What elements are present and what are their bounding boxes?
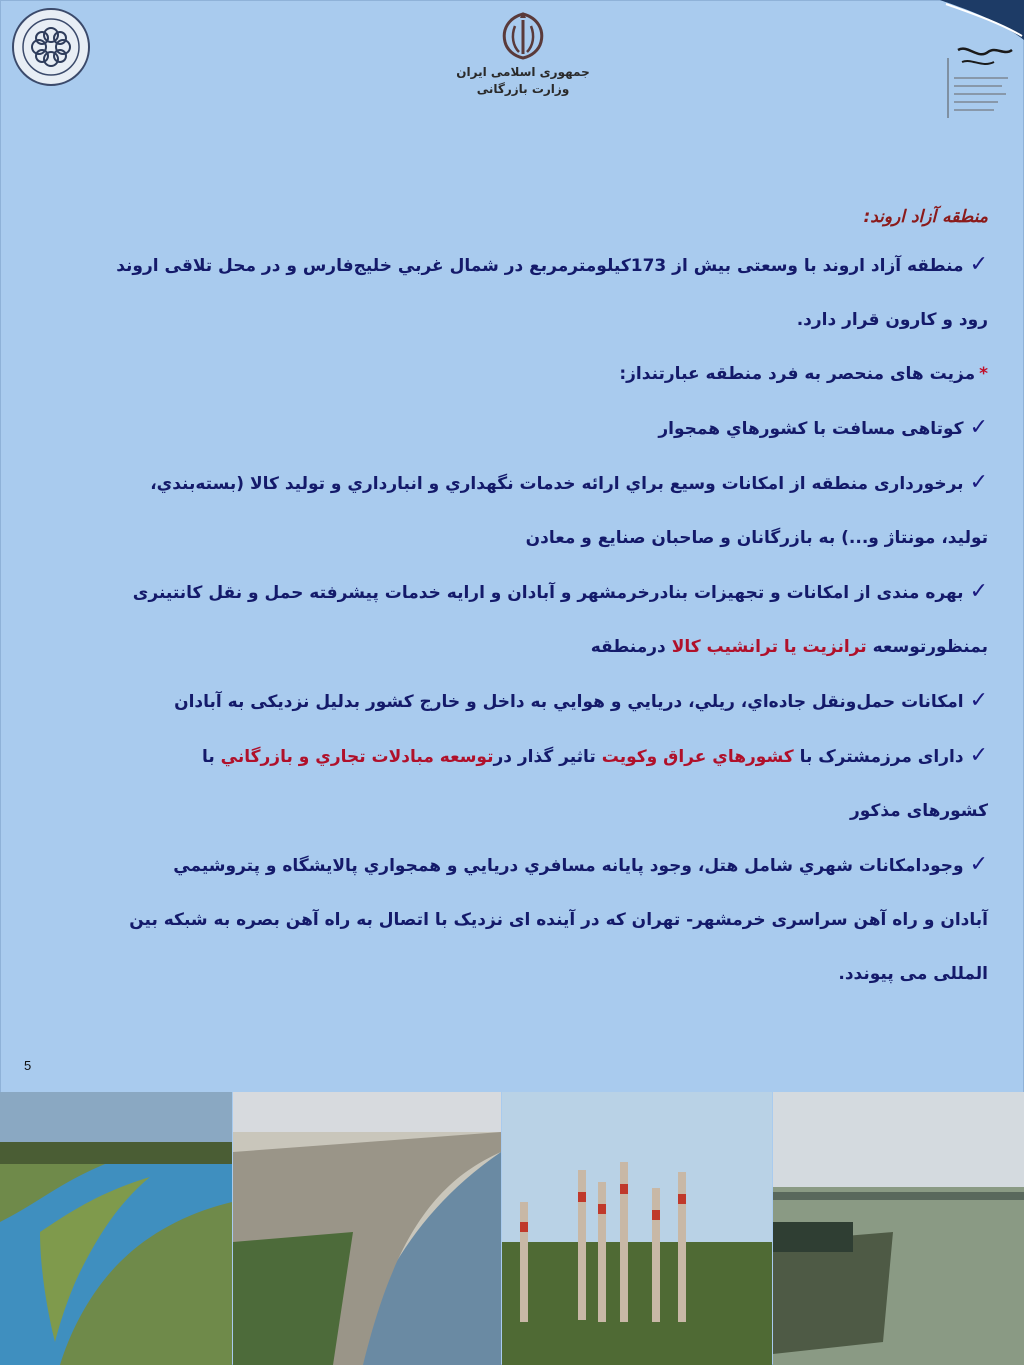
- list-item-continuation: رود و کارون قرار دارد.: [796, 310, 988, 330]
- slide-content: [38, 196, 988, 1001]
- ministry-logo: [448, 8, 598, 108]
- list-item: ✓منطقه آزاد اروند با وسعتی بیش از 173کیلومترمربع در شمال غربي خلیج‌فارس و در محل تلاقی اروند: [116, 252, 988, 277]
- asterisk-icon: *: [979, 364, 988, 384]
- country-name: جمهوری اسلامی ایران: [456, 65, 590, 79]
- list-item-continuation: المللی می پیوندد.: [838, 964, 988, 984]
- list-item-continuation: تولید، مونتاژ و...) به بازرگانان و صاحبان صنایع و معادن: [525, 528, 988, 548]
- check-icon: ✓: [969, 415, 988, 440]
- city-river-photo: [233, 1092, 501, 1365]
- list-item-continuation: کشورهای مذکور: [850, 801, 988, 821]
- check-icon: ✓: [969, 688, 988, 713]
- list-item: ✓کوتاهی مسافت با کشورهاي همجوار: [658, 415, 988, 440]
- check-icon: ✓: [969, 743, 988, 768]
- check-icon: ✓: [969, 852, 988, 877]
- list-item-continuation: بمنظورتوسعه ترانزیت یا ترانشیب کالا درمنطقه: [590, 637, 988, 657]
- refinery-photo: [502, 1092, 772, 1365]
- list-item: ✓برخورداری منطقه از امکانات وسیع براي ارائه خدمات نگهداري و انبارداري و تولید کالا (بسته‌بندي،: [150, 470, 988, 495]
- list-item: ✓دارای مرزمشترک با کشورهاي عراق وکویت تاثیر گذار درتوسعه مبادلات تجاري و بازرگاني با: [201, 743, 988, 768]
- harbor-ship-photo: [773, 1092, 1024, 1365]
- photo-strip: [0, 1092, 1024, 1365]
- check-icon: ✓: [969, 579, 988, 604]
- spatial-plan-logo-icon: [938, 0, 1024, 122]
- highlight-text: کشورهاي عراق وکویت: [601, 747, 794, 767]
- check-icon: ✓: [969, 470, 988, 495]
- list-item: ✓بهره مندی از امکانات و تجهیزات بنادرخرمشهر و آبادان و ارایه خدمات پیشرفته حمل و نقل کانتینری: [132, 579, 988, 604]
- list-item: ✓امکانات حمل‌ونقل جاده‌اي، ريلي، دريايي و هوايي به داخل و خارج کشور بدليل نزدیکی به آبادان: [174, 688, 988, 713]
- check-icon: ✓: [969, 252, 988, 277]
- iran-emblem-icon: [488, 8, 558, 64]
- organization-logo-icon: [10, 6, 92, 88]
- highlight-text: ترانزیت یا ترانشیب کالا: [671, 637, 867, 657]
- list-item-continuation: آبادان و راه آهن سراسری خرمشهر- تهران که در آینده ای نزدیک با اتصال به راه آهن بصره به شبکه بین: [129, 910, 988, 930]
- ministry-name: وزارت بازرگانی: [476, 82, 570, 96]
- river-aerial-photo: [0, 1092, 232, 1365]
- section-heading: منطقه آزاد اروند:: [863, 207, 988, 227]
- list-item: *مزیت های منحصر به فرد منطقه عبارتنداز:: [619, 364, 988, 384]
- list-item: ✓وجودامکانات شهري شامل هتل، وجود پایانه مسافري دريايي و همجواري پالايشگاه و پتروشيمي: [173, 852, 988, 877]
- page-number: 5: [24, 1058, 32, 1073]
- highlight-text: توسعه مبادلات تجاري و بازرگاني: [220, 747, 494, 767]
